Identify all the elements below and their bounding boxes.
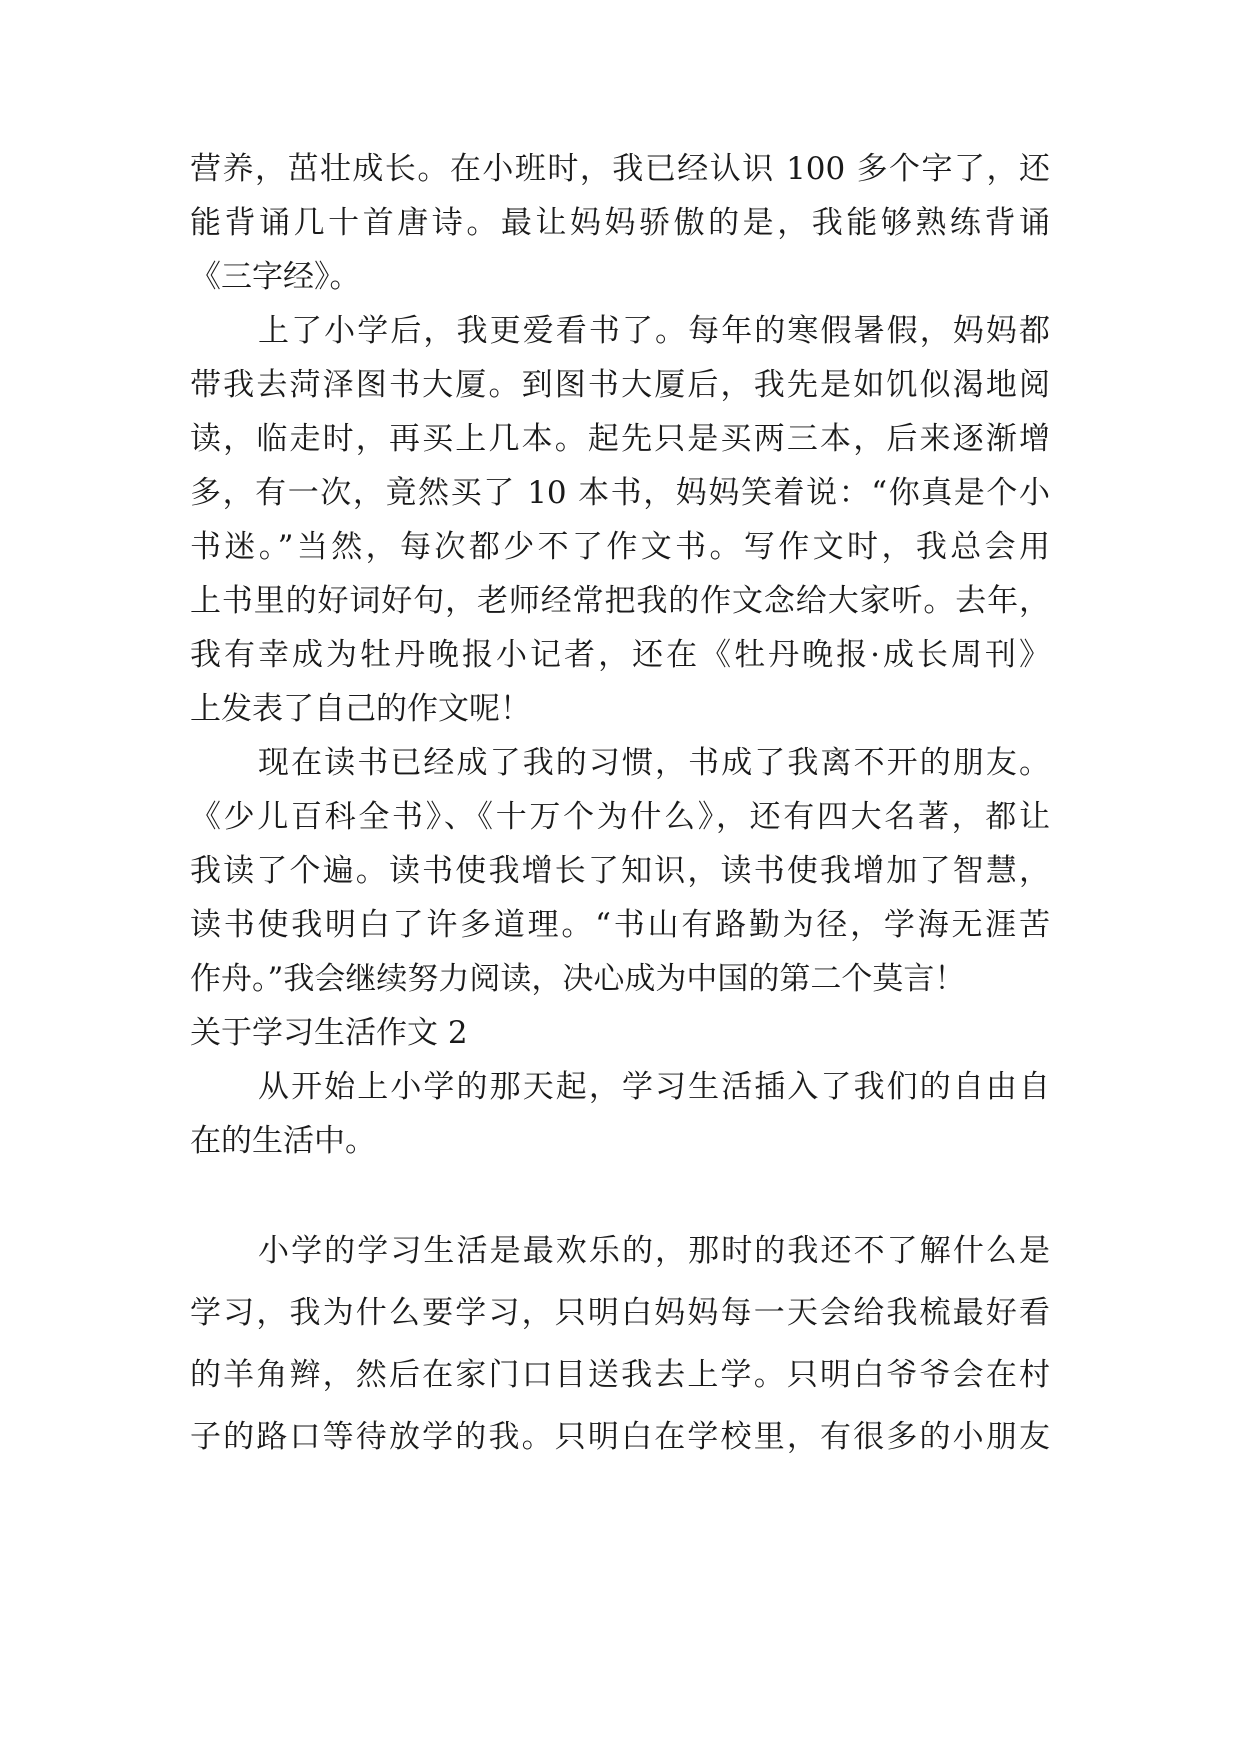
text-line: 我有幸成为牡丹晚报小记者，还在《牡丹晚报·成长周刊》 xyxy=(190,637,1050,673)
text-line: 作舟。”我会继续努力阅读，决心成为中国的第二个莫言！ xyxy=(190,961,966,997)
text-line: 我读了个遍。读书使我增长了知识，读书使我增加了智慧， xyxy=(190,853,1050,889)
section-heading: 关于学习生活作文 2 xyxy=(190,1015,468,1051)
text-line: 多，有一次，竟然买了 10 本书，妈妈笑着说：“你真是个小 xyxy=(190,475,1050,511)
text-line: 读，临走时，再买上几本。起先只是买两三本，后来逐渐增 xyxy=(190,421,1050,457)
text-line: 书迷。”当然，每次都少不了作文书。写作文时，我总会用 xyxy=(190,529,1050,565)
paragraph-first-line: 小学的学习生活是最欢乐的，那时的我还不了解什么是 xyxy=(258,1233,1050,1269)
paragraph-first-line: 从开始上小学的那天起，学习生活插入了我们的自由自 xyxy=(258,1069,1050,1105)
text-line: 学习，我为什么要学习，只明白妈妈每一天会给我梳最好看 xyxy=(190,1295,1050,1331)
text-line: 的羊角辫，然后在家门口目送我去上学。只明白爷爷会在村 xyxy=(190,1357,1050,1393)
text-line: 上发表了自己的作文呢！ xyxy=(190,691,531,727)
text-line: 读书使我明白了许多道理。“书山有路勤为径，学海无涯苦 xyxy=(190,907,1050,943)
text-line: 在的生活中。 xyxy=(190,1123,376,1159)
text-line: 营养，茁壮成长。在小班时，我已经认识 100 多个字了，还 xyxy=(190,151,1050,187)
text-line: 带我去菏泽图书大厦。到图书大厦后，我先是如饥似渴地阅 xyxy=(190,367,1050,403)
text-line: 《少儿百科全书》、《十万个为什么》，还有四大名著，都让 xyxy=(190,799,1050,835)
text-line: 能背诵几十首唐诗。最让妈妈骄傲的是，我能够熟练背诵 xyxy=(190,205,1050,241)
text-line: 子的路口等待放学的我。只明白在学校里，有很多的小朋友 xyxy=(190,1419,1050,1455)
paragraph-first-line: 上了小学后，我更爱看书了。每年的寒假暑假，妈妈都 xyxy=(258,313,1050,349)
text-line: 《三字经》。 xyxy=(190,259,361,295)
paragraph-first-line: 现在读书已经成了我的习惯，书成了我离不开的朋友。 xyxy=(258,745,1050,781)
text-line: 上书里的好词好句，老师经常把我的作文念给大家听。去年， xyxy=(190,583,1050,619)
